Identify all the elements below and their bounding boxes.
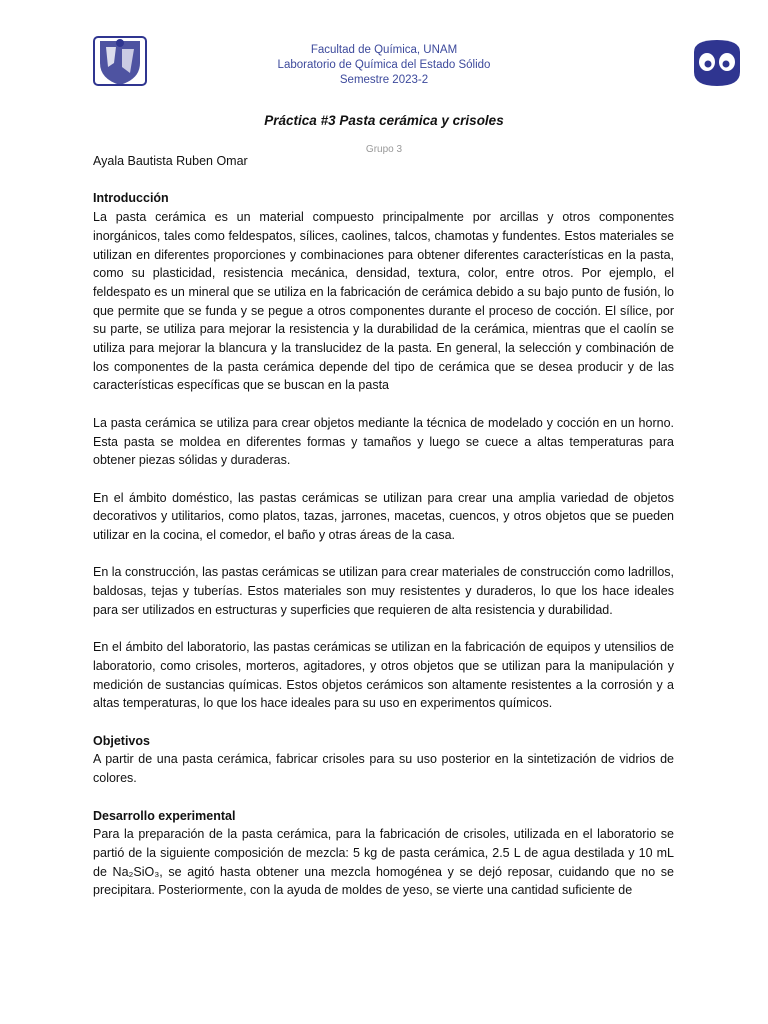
group-label: Grupo 3 [365, 144, 403, 155]
intro-paragraph-2: La pasta cerámica se utiliza para crear objetos mediante la técnica de modelado y cocción en un horno. Esta pasta se moldea en diferentes formas y tamaños y luego se cuece a altas temperaturas para obtener piezas sólidas y duraderas. [93, 415, 674, 468]
header-faculty: Facultad de Química, UNAM [310, 44, 458, 56]
document-title: Práctica #3 Pasta cerámica y crisoles [264, 113, 504, 128]
intro-paragraph-3: En el ámbito doméstico, las pastas cerámicas se utilizan para crear una amplia variedad de objetos decorativos y utilitarios, como platos, tazas, jarrones, macetas, cuencos, y otros objetos que se pueden utilizar en la cocina, el comedor, el baño y otras áreas de la casa. [93, 490, 674, 543]
intro-paragraph-1: La pasta cerámica es un material compuesto principalmente por arcillas y otros componentes inorgánicos, tales como feldespatos, sílices, caolines, talcos, chamotas y fundentes. Estos materiales se utilizan en diferentes proporciones y combinaciones para obtener diferentes características en la pasta, como su plasticidad, resistencia mecánica, densidad, textura, color, entre otros. Por ejemplo, el feldespato es un mineral que se utiliza en la fabricación de cerámica debido a su bajo punto de fusión, lo que permite que se funda y se pegue a otros componentes durante el proceso de cocción. El sílice, por su parte, se utiliza para mejorar la resistencia y la durabilidad de la cerámica, mientras que el caolín se utiliza para mejorar la blancura y la translucidez de la pasta. En general, la selección y combinación de los componentes de la pasta cerámica depende del tipo de cerámica que se desea producir y de las características específicas que se buscan en la pasta [93, 210, 674, 393]
header-semester: Semestre 2023-2 [339, 74, 429, 86]
unam-crest-icon [92, 33, 148, 89]
header-lab: Laboratorio de Química del Estado Sólido [277, 59, 491, 71]
objetivos-heading: Objetivos [93, 733, 150, 748]
objetivos-paragraph: A partir de una pasta cerámica, fabricar crisoles para su uso posterior en la sintetización de vidrios de colores. [93, 752, 674, 786]
intro-paragraph-5: En el ámbito del laboratorio, las pastas cerámicas se utilizan en la fabricación de equipos y utensilios de laboratorio, como crisoles, morteros, agitadores, y otros objetos que se utilizan para la manipulación y medición de sustancias químicas. Estos objetos cerámicos son altamente resistentes a la corrosión y a altas temperaturas, lo que los hace ideales para su uso en experimentos químicos. [93, 640, 674, 711]
document-body [93, 152, 674, 900]
desarrollo-paragraph: Para la preparación de la pasta cerámica, para la fabricación de crisoles, utilizada en el laboratorio se partió de la siguiente composición de mezcla: 5 kg de pasta cerámica, 2.5 L de agua destilada y 10 mL de Na₂SiO₃, se agitó hasta obtener una mezcla homogénea y se dejó reposar, cuidando que no se precipitara. Posteriormente, con la ayuda de moldes de yeso, se vierte una cantidad suficiente de [93, 827, 674, 898]
owl-logo-icon [690, 38, 744, 88]
author-name: Ayala Bautista Ruben Omar [93, 154, 248, 168]
document-header [200, 43, 568, 88]
intro-heading: Introducción [93, 191, 169, 206]
intro-paragraph-4: En la construcción, las pastas cerámicas se utilizan para crear materiales de construcción como ladrillos, baldosas, tejas y tuberías. Estos materiales son muy resistentes y duraderos, lo que los hace ideales para ser utilizados en estructuras y superficies que requieren de alta resistencia y durabilidad. [93, 565, 674, 617]
desarrollo-heading: Desarrollo experimental [93, 808, 236, 823]
